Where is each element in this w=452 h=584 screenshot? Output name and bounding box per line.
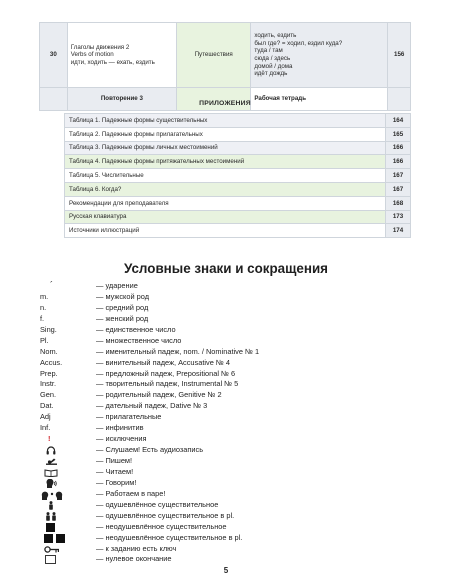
legend-row (40, 314, 420, 325)
appendix-title: Таблица 1. Падежные формы существительных (65, 114, 386, 128)
legend-text: — женский род (96, 313, 149, 323)
legend-text: — одушевлённое существительное (96, 499, 219, 509)
review-workbook: Рабочая тетрадь (251, 88, 388, 111)
vocab-line: был где? = ходил, ездил куда? (254, 39, 343, 47)
legend-text: — Слушаем! Есть аудиозапись (96, 445, 204, 455)
legend-text: — инфинитив (96, 423, 144, 433)
legend-row (40, 533, 420, 544)
black-square-icon (40, 522, 90, 533)
abbreviation: Gen. (40, 390, 57, 400)
vocab-line: туда / там (254, 47, 283, 55)
vocab-line: идёт дождь (254, 70, 288, 78)
appendix-row (65, 224, 411, 238)
symbols-title: Условные знаки и сокращения (124, 261, 328, 276)
vocab-line: сюда / здесь (254, 55, 291, 62)
appendix-title: Русская клавиатура (65, 210, 386, 224)
key-icon (40, 544, 90, 555)
appendix-row (65, 141, 411, 155)
legend-text: — творительный падеж, Instrumental № 5 (96, 379, 239, 389)
legend-row (40, 445, 420, 456)
legend-row (40, 303, 420, 314)
lesson-vocabulary (251, 23, 388, 88)
appendix-page: 174 (386, 224, 411, 238)
appendix-page: 173 (386, 210, 411, 224)
appendix-row (65, 155, 411, 169)
legend-text: — родительный падеж, Genitive № 2 (96, 390, 222, 400)
review-title: Повторение 3 (67, 88, 176, 111)
headphones-icon (40, 445, 90, 456)
abbreviation: Prep. (40, 368, 58, 378)
appendix-table (64, 113, 411, 238)
review-theme (177, 88, 251, 111)
abbreviation: m. (40, 291, 49, 301)
appendix-title: Таблица 4. Падежные формы притяжательных местоимений (65, 155, 386, 169)
topic-line: Глаголы движения 2 (70, 43, 130, 51)
topic-line: идти, ходить — ехать, ездить (70, 58, 155, 66)
appendix-title: Источники иллюстраций (65, 224, 386, 238)
lesson-row (40, 23, 411, 88)
legend-row (40, 347, 420, 358)
legend-text: — Читаем! (96, 466, 134, 476)
lesson-theme: Путешествия (177, 23, 251, 88)
legend-row (40, 456, 420, 467)
appendix-row (65, 182, 411, 196)
appendix-page: 165 (386, 127, 411, 141)
legend-row (40, 478, 420, 489)
appendix-title: Таблица 2. Падежные формы прилагательных (65, 127, 386, 141)
open-book-icon (40, 467, 90, 478)
appendix-title: Таблица 3. Падежные формы личных местоимений (65, 141, 386, 155)
lesson-topic (67, 23, 176, 88)
appendix-page: 167 (386, 169, 411, 183)
legend-text: — мужской род (96, 291, 150, 301)
appendix-page: 164 (386, 114, 411, 128)
legend-text: — дательный падеж, Dative № 3 (96, 401, 208, 411)
abbreviation: Pl. (40, 335, 49, 345)
page-number: 5 (223, 566, 229, 575)
two-black-squares-icon (40, 533, 90, 544)
legend-row (40, 336, 420, 347)
legend-text: — неодушевлённое существительное в pl. (96, 532, 243, 542)
legend-row (40, 412, 420, 423)
person-icon (40, 500, 90, 511)
legend-text: — единственное число (96, 324, 176, 334)
appendix-heading: ПРИЛОЖЕНИЯ (199, 100, 251, 107)
legend-row (40, 554, 420, 565)
legend-row (40, 522, 420, 533)
legend-row (40, 292, 420, 303)
appendix-row (65, 169, 411, 183)
writing-hand-icon (40, 456, 90, 467)
legend-text: — исключения (96, 434, 147, 444)
legend-row (40, 369, 420, 380)
abbreviation: f. (40, 313, 45, 323)
legend-text: — Пишем! (96, 456, 133, 465)
abbreviation: Dat. (40, 401, 54, 411)
appendix-page: 168 (386, 196, 411, 210)
review-row (40, 88, 411, 111)
abbreviation: Accus. (40, 357, 63, 367)
appendix-page: 166 (386, 141, 411, 155)
legend-row (40, 500, 420, 511)
legend-row (40, 544, 420, 555)
appendix-row (65, 210, 411, 224)
vocab-line: ходить, ездить (254, 32, 297, 40)
abbreviation: Sing. (40, 324, 57, 334)
topic-line: Verbs of motion (70, 51, 114, 59)
abbreviation: Adj (40, 412, 51, 422)
review-number (40, 88, 68, 111)
exclamation-icon: ! (48, 434, 51, 444)
symbols-legend (40, 281, 420, 565)
vocab-line: домой / дома (254, 62, 293, 70)
legend-text: — винительный падеж, Accusative № 4 (96, 357, 230, 367)
legend-text: — прилагательные (96, 412, 162, 422)
abbreviation: n. (40, 302, 47, 312)
null-ending-icon (40, 554, 90, 565)
appendix-row (65, 114, 411, 128)
legend-row (40, 434, 420, 445)
review-page (388, 88, 411, 111)
appendix-page: 166 (386, 155, 411, 169)
speaking-head-icon (40, 478, 90, 489)
appendix-title: Рекомендации для преподавателя (65, 196, 386, 210)
legend-row (40, 423, 420, 434)
two-persons-icon (40, 511, 90, 522)
legend-text: — предложный падеж, Prepositional № 6 (96, 368, 236, 378)
abbreviation: Inf. (40, 423, 51, 433)
legend-text: — нулевое окончание (96, 554, 172, 564)
legend-text: — неодушевлённое существительное (96, 521, 227, 531)
lesson-table (39, 22, 411, 111)
legend-text: — к заданию есть ключ (96, 543, 177, 553)
appendix-title: Таблица 6. Когда? (65, 182, 386, 196)
legend-text: — средний род (96, 302, 149, 312)
pair-work-icon (40, 489, 90, 500)
legend-text: — ударение (96, 281, 138, 290)
legend-row (40, 511, 420, 522)
legend-text: — Говорим! (96, 477, 137, 487)
legend-text: — Работаем в паре! (96, 488, 166, 498)
legend-row (40, 401, 420, 412)
lesson-page: 156 (388, 23, 411, 88)
abbreviation: Instr. (40, 379, 57, 389)
legend-text: — одушевлённое существительное в pl. (96, 510, 235, 520)
legend-row (40, 379, 420, 390)
appendix-row (65, 127, 411, 141)
legend-row (40, 281, 420, 292)
legend-row (40, 325, 420, 336)
abbreviation: Nom. (40, 346, 58, 356)
legend-row (40, 390, 420, 401)
appendix-page: 167 (386, 182, 411, 196)
appendix-row (65, 196, 411, 210)
stress-mark-symbol: ´ (50, 280, 53, 290)
appendix-title: Таблица 5. Числительные (65, 169, 386, 183)
legend-text: — именительный падеж, nom. / Nominative № 1 (96, 346, 260, 356)
legend-text: — множественное число (96, 335, 182, 345)
lesson-number: 30 (40, 23, 68, 88)
legend-row (40, 489, 420, 500)
legend-row (40, 358, 420, 369)
legend-row (40, 467, 420, 478)
